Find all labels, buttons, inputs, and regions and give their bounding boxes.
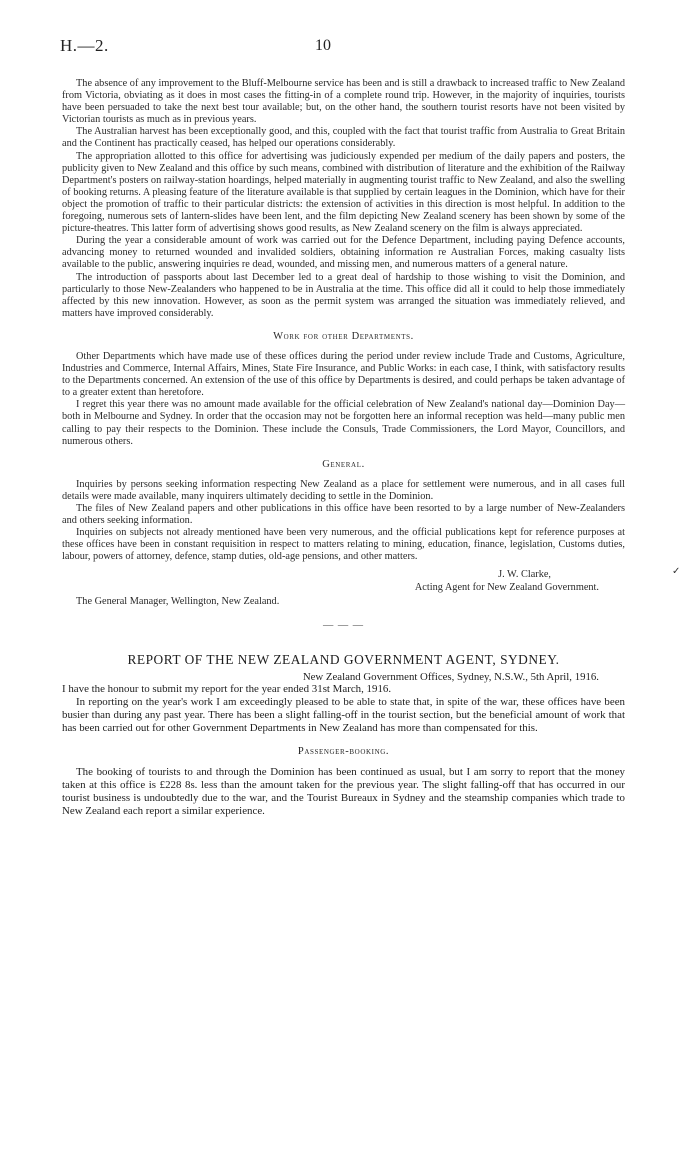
page-number: 10 xyxy=(315,37,331,54)
document-reference: H.—2. xyxy=(60,36,109,55)
addressee: The General Manager, Wellington, New Zealand. xyxy=(76,595,280,607)
paragraph: During the year a considerable amount of work was carried out for the Defence Department, including paying Defence accounts, advancing money to returned wounded and invalided soldiers, obtaining information re Australian Forces, making casualty lists available to the public, answering inquiries re dead, wounded, and missing men, and numerous matters of a general nature. xyxy=(62,235,625,271)
paragraph: Other Departments which have made use of these offices during the period under review include Trade and Customs, Agriculture, Industries and Commerce, Internal Affairs, Mines, State Fire Insurance, and Public Works: in each case, I think, with satisfactory results to the Departments concerned. An extension of the use of this office by Departments is desired, and could perhaps be taken advantage of to a greater extent than heretofore. xyxy=(62,350,625,399)
paragraph: In reporting on the year's work I am exceedingly pleased to be able to state that, in spite of the war, these offices have been busier than during any past year. There has been a slight falling-off in the tourist section, but the beneficial amount of work that has been carried out for other Government Departments in New Zealand has more than compensated for this. xyxy=(62,696,625,734)
report-dateline: New Zealand Government Offices, Sydney, N.S.W., 5th April, 1916. xyxy=(302,670,599,683)
section-heading-work: Work for other Departments. xyxy=(273,330,414,342)
section-heading-passenger-booking: Passenger-booking. xyxy=(297,745,390,757)
paragraph: Inquiries on subjects not already mentioned have been very numerous, and the official publications kept for reference purposes at these offices have been in constant requisition in respect to matters relating to mining, education, finance, legislation, Customs duties, labour, powers of attorney, defence, stamp duties, old-age pensions, and other matters. xyxy=(62,527,625,563)
paragraph: The appropriation allotted to this office for advertising was judiciously expended per medium of the daily papers and posters, the publicity given to New Zealand and this office by such means, combined with distribution of literature and the exhibition of the Railway Department's posters on railway-station hoardings, helped materially in augmenting tourist traffic to New Zealand, and also the swelling of booking returns. A pleasing feature of the literature available is that supplied by certain leagues in the Dominion, which have for their object the promotion of traffic to their particular districts: the extension of activities in this direction is most helpful. In addition to the foregoing, numerous sets of lantern-slides have been lent, and the film depicting New Zealand scenery has been shown by some of the picture-theatres. This latter form of advertising shows good results, as New Zealand scenery on the film is always appreciated. xyxy=(62,150,625,235)
paragraph: The files of New Zealand papers and other publications in this office have been resorted to by a large number of New-Zealanders and others seeking information. xyxy=(62,503,625,527)
document-body xyxy=(62,78,625,818)
paragraph: I regret this year there was no amount made available for the official celebration of New Zealand's national day—Dominion Day—both in Melbourne and Sydney. In order that the occasion may not be forgotten here an informal reception was held—many public men calling to pay their respects to the Dominion. These include the Consuls, Trade Commissioners, the Lord Mayor, Councillors, and numerous others. xyxy=(62,399,625,447)
paragraph: The booking of tourists to and through the Dominion has been continued as usual, but I am sorry to report that the money taken at this office is £228 8s. less than the amount taken for the previous year. The slight falling-off that has occurred in our tourist business is undoubtedly due to the war, and the Tourist Bureaux in Sydney and the steamship companies which trade to New Zealand each report a similar experience. xyxy=(62,766,625,817)
page-header xyxy=(60,36,640,60)
signature-title: Acting Agent for New Zealand Government. xyxy=(414,581,599,593)
margin-mark: ✓ xyxy=(672,566,681,577)
sydney-report xyxy=(62,651,625,818)
section-heading-general: General. xyxy=(322,458,365,470)
paragraph: I have the honour to submit my report for the year ended 31st March, 1916. xyxy=(62,683,392,696)
signature-name: J. W. Clarke, xyxy=(498,569,551,581)
section-divider: — — — xyxy=(322,619,365,631)
paragraph: The absence of any improvement to the Bluff-Melbourne service has been and is still a drawback to increased traffic to New Zealand from Victoria, obviating as it does in most cases the fitting-in of a complete round trip. However, in the majority of inquiries, tourists have been persuaded to take the next best tour available; but, on the other hand, the southern tourist resorts have not been visited by Victorian tourists as much as in previous years. xyxy=(62,78,625,126)
report-title: REPORT OF THE NEW ZEALAND GOVERNMENT AGENT, SYDNEY. xyxy=(127,651,560,667)
paragraph: The introduction of passports about last December led to a great deal of hardship to those wishing to visit the Dominion, and particularly to those New-Zealanders who happened to be in Australia at the time. This office did all it could to help those immediately affected by this new innovation. However, as soon as the permit system was arranged the situation was immediately relieved, and matters have improved considerably. xyxy=(62,271,625,319)
paragraph: Inquiries by persons seeking information respecting New Zealand as a place for settlement were numerous, and in all cases full details were made available, many inquirers ultimately deciding to settle in the Dominion. xyxy=(62,478,625,502)
paragraph: The Australian harvest has been exceptionally good, and this, coupled with the fact that tourist traffic from Australia to Great Britain and the Continent has practically ceased, has helped our operations considerably. xyxy=(62,126,625,150)
